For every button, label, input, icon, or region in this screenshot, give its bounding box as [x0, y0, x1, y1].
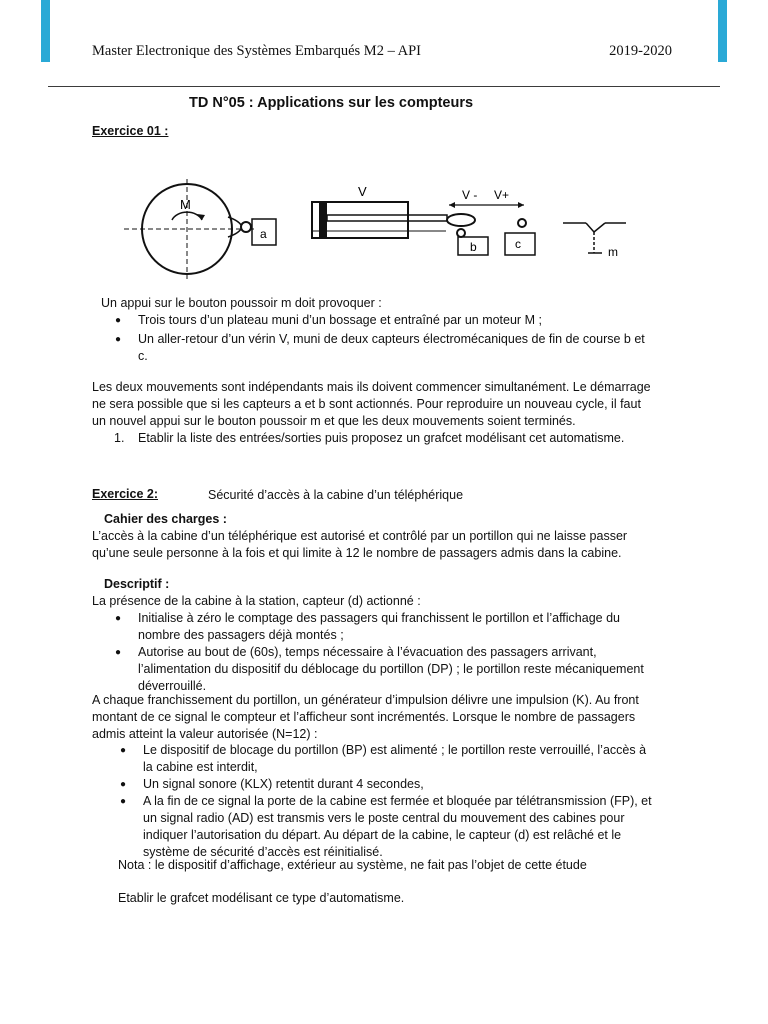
pulse-line: montant de ce signal le compteur et l’afficheur sont incrémentés. Lorsque le nombre de passagers [92, 710, 636, 724]
sensor-a-roller [241, 222, 251, 232]
header-year: 2019-2020 [609, 43, 672, 59]
exercise-1-title: Exercice 01 : [92, 124, 169, 138]
pulse-line: A chaque franchissement du portillon, un générateur d’impulsion délivre une impulsion (K). Au front [92, 693, 639, 707]
final-instruction: Etablir le grafcet modélisant ce type d’automatisme. [118, 891, 405, 905]
cylinder-label: V [358, 184, 367, 199]
exercise-1-figure [116, 175, 656, 280]
sensor-c-label: c [515, 237, 521, 251]
exercise-2-title: Exercice 2: [92, 487, 159, 501]
presence-line: La présence de la cabine à la station, capteur (d) actionné : [92, 594, 421, 608]
push-button-diagram [563, 223, 626, 259]
exercise-2-subtitle: Sécurité d’accès à la cabine d’un téléphérique [208, 488, 464, 502]
ex1-question: 1. Etablir la liste des entrées/sorties puis proposez un grafcet modélisant cet automatisme. [114, 431, 625, 445]
presence-bullet: ● Autorise au bout de (60s), temps nécessaire à l’évacuation des passagers arrivant, [115, 645, 597, 659]
v-plus-label: V+ [494, 188, 510, 202]
limit-bullet-continuation: un signal radio (AD) est transmis vers le poste central du mouvement des cabines pour [143, 811, 625, 825]
pulse-line: admis atteint la valeur autorisée (N=12) : [92, 727, 318, 741]
limit-bullet: ● A la fin de ce signal la porte de la cabine est fermée et bloquée par télétransmission (FP), et [120, 794, 652, 808]
ex1-intro: Un appui sur le bouton poussoir m doit provoquer : [101, 296, 382, 310]
cylinder-diagram [312, 184, 535, 255]
accent-bar-left [41, 0, 50, 62]
cahier-line: qu’une seule personne à la fois et qui limite à 12 le nombre de passagers admis dans la cabine. [92, 546, 622, 560]
accent-bar-right [718, 0, 727, 62]
limit-bullet: ● Un signal sonore (KLX) retentit durant 4 secondes, [120, 777, 424, 791]
presence-bullet-continuation: nombre des passagers déjà montés ; [138, 628, 344, 642]
cahier-line: L’accès à la cabine d’un téléphérique est autorisé et contrôlé par un portillon qui ne laisse passer [92, 529, 628, 543]
motor-label: M [180, 197, 191, 212]
nota-line: Nota : le dispositif d’affichage, extérieur au système, ne fait pas l’objet de cette étude [118, 858, 587, 872]
header-course: Master Electronique des Systèmes Embarqués M2 – API [92, 43, 422, 59]
limit-bullet-continuation: la cabine est interdit, [143, 760, 258, 774]
header-rule [48, 86, 720, 87]
v-minus-label: V - [462, 188, 478, 202]
button-m-label: m [608, 245, 618, 259]
ex1-bullet: ● Un aller-retour d’un vérin V, muni de deux capteurs électromécaniques de fin de course b et [115, 332, 645, 346]
descriptif-label: Descriptif : [104, 577, 170, 591]
ex1-paragraph-line: un nouvel appui sur le bouton poussoir m et que les deux mouvements soient terminés. [92, 414, 576, 428]
page-header [92, 43, 672, 63]
limit-bullet-continuation: système de sécurité d’accès est réinitialisé. [143, 845, 383, 859]
document-title: TD N°05 : Applications sur les compteurs [189, 95, 474, 111]
limit-bullet: ● Le dispositif de blocage du portillon (BP) est alimenté ; le portillon reste verrouillé, l’accès à [120, 743, 647, 757]
sensor-a-label: a [260, 227, 267, 241]
limit-bullet-continuation: indiquer l’autorisation du départ. Au départ de la cabine, le capteur (d) est relâché et le [143, 828, 622, 842]
ex1-bullet: ● Trois tours d’un plateau muni d’un bossage et entraîné par un moteur M ; [115, 313, 542, 327]
cahier-label: Cahier des charges : [104, 512, 227, 526]
presence-bullet: ● Initialise à zéro le comptage des passagers qui franchissent le portillon et l’affichage du [115, 611, 620, 625]
rotating-plate-diagram [124, 179, 276, 279]
cylinder-rod [327, 215, 447, 221]
sensor-b-label: b [470, 240, 477, 254]
ex1-bullet-continuation: c. [138, 349, 148, 363]
presence-bullet-continuation: l’alimentation du dispositif du déblocage du portillon (DP) ; le portillon reste mécaniquement [138, 662, 644, 676]
ex1-paragraph-line: Les deux mouvements sont indépendants mais ils doivent commencer simultanément. Le démarrage [92, 380, 651, 394]
presence-bullet-continuation: déverrouillé. [138, 679, 207, 693]
ex1-paragraph-line: ne sera possible que si les capteurs a et b sont actionnés. Pour reproduire un nouveau cycle, il faut [92, 397, 641, 411]
